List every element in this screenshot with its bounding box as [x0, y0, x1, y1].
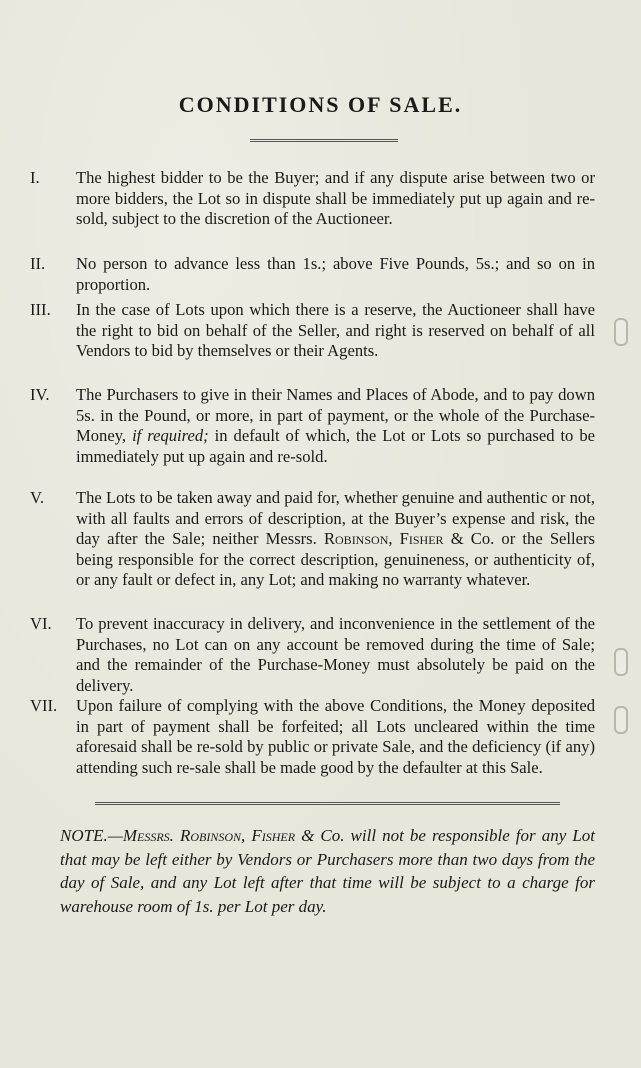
condition-number: III. [30, 300, 51, 319]
condition-1 [30, 168, 595, 230]
condition-number: IV. [30, 385, 50, 404]
condition-number: V. [30, 488, 44, 507]
note-firm-name: Messrs. Robinson, Fisher [122, 826, 296, 845]
condition-text-part: The Purchasers to give in their Names and Places of Abode, and to pay down 5s. in the Pound, or more, in part of payment, or the whole of the Purchase-Money, [76, 385, 595, 445]
note-paragraph [60, 824, 595, 918]
condition-5 [30, 488, 595, 591]
binding-margin [600, 0, 641, 1068]
note-rule [95, 802, 560, 805]
condition-text: Upon failure of complying with the above Conditions, the Money deposited in part of payment shall be forfeited; all Lots uncleared within the time aforesaid shall be re-sold by public or private Sale, and the deficiency (if any) attending such re-sale shall be made good by the defaulter at this Sale. [76, 696, 595, 777]
condition-text-part: & Co. or the Sellers being responsible for the correct description, genuineness, or authenticity of, or any fault or defect in, any Lot; and making no warranty whatever. [76, 529, 595, 589]
note-text: & Co. will not be responsible for any Lot that may be left either by Vendors or Purchasers more than two days from the day of Sale, and any Lot left after that time will be subject to a charge for warehouse room of 1s. per Lot per day. [60, 826, 595, 916]
condition-text [76, 385, 595, 467]
condition-7 [30, 696, 595, 778]
condition-text: No person to advance less than 1s.; above Five Pounds, 5s.; and so on in proportion. [76, 254, 595, 294]
condition-text-part: The Lots to be taken away and paid for, whether genuine and authentic or not, with all faults and errors of description, at the Buyer’s expense and risk, the day after the Sale; neither Messrs. [76, 488, 595, 548]
condition-text: The highest bidder to be the Buyer; and if any dispute arise between two or more bidders, the Lot so in dispute shall be immediately put up again and re-sold, subject to the discretion of the Auctioneer. [76, 168, 595, 228]
note-lead: NOTE.— [60, 826, 123, 845]
firm-name: Robinson, Fisher [323, 529, 444, 548]
condition-number: VII. [30, 696, 58, 715]
binding-hole-mark [614, 706, 628, 734]
binding-hole-mark [614, 318, 628, 346]
condition-text-part: in default of which, the Lot or Lots so purchased to be immediately put up again and re-sold. [76, 426, 595, 466]
condition-text: In the case of Lots upon which there is a reserve, the Auctioneer shall have the right to bid on behalf of the Seller, and right is reserved on behalf of all Vendors to bid by themselves or their Agents. [76, 300, 595, 360]
page-title: CONDITIONS OF SALE. [178, 92, 463, 117]
condition-text: To prevent inaccuracy in delivery, and inconvenience in the settlement of the Purchases, no Lot can on any account be removed during the time of Sale; and the remainder of the Purchase-Money must absolutely be paid on the delivery. [76, 614, 595, 695]
condition-number: II. [30, 254, 46, 273]
condition-number: VI. [30, 614, 52, 633]
condition-3 [30, 300, 595, 362]
condition-number: I. [30, 168, 40, 187]
condition-text-emphasis: if required; [132, 426, 209, 445]
condition-6 [30, 614, 595, 696]
condition-text [76, 488, 595, 591]
binding-hole-mark [614, 648, 628, 676]
condition-4 [30, 385, 595, 467]
title-rule [250, 139, 398, 142]
condition-2 [30, 254, 595, 295]
